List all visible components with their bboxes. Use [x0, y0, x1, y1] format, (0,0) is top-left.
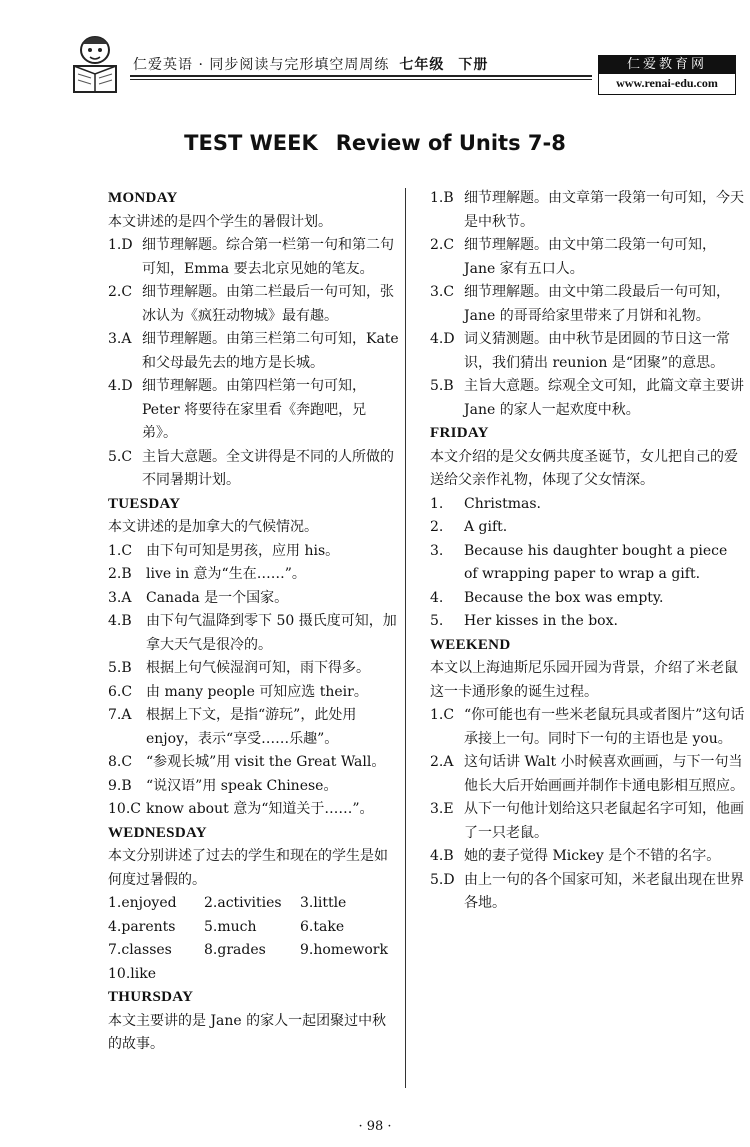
answer-number: 3.A — [108, 331, 132, 347]
thursday-intro: 本文主要讲的是 Jane 的家人一起团聚过中秋的故事。 — [108, 1012, 387, 1052]
answer-number: 4. — [430, 589, 444, 606]
word-answer: 8.grades — [204, 942, 266, 958]
answer-explanation: 词义猜测题。由中秋节是团圆的节日这一常识，我们猜出 reunion 是“团聚”的意思。 — [464, 331, 730, 371]
wednesday-heading: WEDNESDAY — [108, 824, 207, 841]
answer-explanation: 细节理解题。由文章第一段第一句可知，今天是中秋节。 — [464, 190, 744, 230]
answer-explanation: 细节理解题。由第二栏最后一句可知，张冰认为《疯狂动物城》最有趣。 — [142, 284, 394, 324]
answer-item — [430, 610, 745, 634]
answer-item — [108, 446, 400, 493]
answer-item — [108, 704, 400, 751]
answer-number: 5.D — [430, 871, 455, 888]
answer-number: 2. — [430, 519, 444, 535]
answer-item — [108, 563, 400, 587]
page-header — [0, 0, 750, 110]
weekend-heading: WEEKEND — [430, 636, 511, 653]
tuesday-heading: TUESDAY — [108, 495, 181, 512]
answer-explanation: 主旨大意题。全文讲得是不同的人所做的不同暑期计划。 — [142, 448, 394, 488]
answer-item — [430, 540, 745, 587]
title-review: Review of Units 7-8 — [335, 131, 566, 155]
answer-number: 9.B — [108, 777, 132, 794]
brand-url: www.renai-edu.com — [616, 76, 718, 90]
word-answer: 9.homework — [300, 942, 388, 958]
brand-name: 仁爱教育网 — [599, 56, 735, 74]
answer-number: 4.D — [430, 331, 455, 347]
answer-number: 4.B — [108, 613, 132, 629]
answer-explanation: A gift. — [464, 519, 508, 535]
answer-number: 1.B — [430, 190, 454, 206]
page-title — [0, 131, 750, 155]
right-column — [430, 187, 745, 916]
answer-explanation: Her kisses in the box. — [464, 613, 618, 629]
answer-explanation: Because the box was empty. — [464, 589, 664, 606]
answer-explanation: “参观长城”用 visit the Great Wall。 — [146, 754, 386, 770]
word-answer: 6.take — [300, 918, 345, 935]
answer-number: 1.C — [430, 707, 455, 723]
answer-item — [430, 516, 745, 540]
answer-explanation: “你可能也有一些米老鼠玩具或者图片”这句话承接上一句。同时下一句的主语也是 you。 — [464, 707, 745, 747]
answer-explanation: 细节理解题。由第四栏第一句可知，Peter 将要待在家里看《奔跑吧，兄弟》。 — [142, 378, 367, 441]
answer-item — [108, 234, 400, 281]
answer-number: 8.C — [108, 754, 133, 770]
thursday-heading: THURSDAY — [108, 989, 194, 1005]
word-answer: 1.enjoyed — [108, 895, 177, 911]
answer-item — [108, 681, 400, 705]
brand-box — [598, 55, 736, 95]
reading-mascot-icon — [62, 30, 128, 96]
answer-explanation: 细节理解题。由文中第二段最后一句可知，Jane 的哥哥给家里带来了月饼和礼物。 — [464, 284, 730, 324]
answer-item — [430, 234, 745, 281]
answer-explanation: 由下句气温降到零下 50 摄氏度可知，加拿大天气是很冷的。 — [146, 613, 397, 653]
volume-label: 下册 — [458, 57, 489, 73]
answer-explanation: 由上一句的各个国家可知，米老鼠出现在世界各地。 — [464, 871, 744, 911]
answer-item — [430, 845, 745, 869]
left-column — [108, 187, 400, 1057]
monday-heading: MONDAY — [108, 190, 178, 206]
answer-item — [108, 540, 400, 564]
answer-item — [108, 657, 400, 681]
answer-item — [108, 587, 400, 611]
page-number: · 98 · — [358, 1119, 392, 1134]
answer-number: 1.C — [108, 542, 133, 559]
answer-number: 7.A — [108, 707, 132, 723]
answer-item — [108, 751, 400, 775]
answer-item — [430, 704, 745, 751]
answer-number: 2.B — [108, 566, 132, 582]
answer-explanation: 由下句可知是男孩，应用 his。 — [146, 542, 340, 559]
answer-number: 2.C — [430, 237, 455, 253]
grade-label: 七年级 — [399, 57, 445, 73]
answer-explanation: Christmas. — [464, 495, 541, 512]
word-answer: 2.activities — [204, 895, 282, 911]
word-answer: 10.like — [108, 965, 156, 982]
answer-explanation: know about 意为“知道关于……”。 — [146, 801, 374, 817]
answer-number: 5.B — [430, 378, 454, 394]
answer-item — [430, 281, 745, 328]
answer-item — [108, 775, 400, 799]
answer-number: 5.B — [108, 660, 132, 676]
word-answer: 5.much — [204, 918, 257, 935]
answer-number: 10.C — [108, 801, 141, 817]
answer-number: 3.C — [430, 284, 455, 300]
tuesday-intro: 本文讲述的是加拿大的气候情况。 — [108, 519, 318, 535]
answer-item — [108, 375, 400, 446]
answer-explanation: 根据上下文，是指“游玩”，此处用 enjoy，表示“享受……乐趣”。 — [146, 707, 357, 747]
answer-explanation: 由 many people 可知应选 their。 — [146, 683, 368, 700]
answer-explanation: “说汉语”用 speak Chinese。 — [146, 777, 338, 794]
word-answer: 4.parents — [108, 918, 176, 935]
header-rule — [130, 75, 592, 77]
answer-explanation: 细节理解题。由第三栏第二句可知，Kate 和父母最先去的地方是长城。 — [142, 331, 399, 371]
answer-number: 4.D — [108, 378, 133, 394]
answer-item — [430, 493, 745, 517]
answer-explanation: Because his daughter bought a piece of wrapping paper to wrap a gift. — [464, 542, 728, 582]
weekend-intro: 本文以上海迪斯尼乐园开园为背景，介绍了米老鼠这一卡通形象的诞生过程。 — [430, 660, 738, 700]
answer-number: 1. — [430, 495, 444, 512]
answer-item — [430, 751, 745, 798]
answer-number: 1.D — [108, 237, 133, 253]
answer-explanation: 这句话讲 Walt 小时候喜欢画画，与下一句当他长大后开始画画并制作卡通电影相互照应。 — [464, 754, 744, 794]
header-rule-thin — [130, 79, 592, 80]
answer-explanation: 她的妻子觉得 Mickey 是个不错的名字。 — [464, 848, 721, 864]
answer-item — [108, 610, 400, 657]
answer-number: 3.E — [430, 801, 454, 817]
series-title — [133, 54, 488, 74]
title-test-week: TEST WEEK — [184, 131, 318, 155]
answer-number: 3.A — [108, 589, 132, 606]
answer-number: 4.B — [430, 848, 454, 864]
answer-item — [108, 328, 400, 375]
answer-item — [430, 187, 745, 234]
answer-item — [108, 281, 400, 328]
answer-item — [430, 375, 745, 422]
answer-number: 3. — [430, 542, 444, 559]
answer-number: 5.C — [108, 448, 133, 465]
answer-explanation: 根据上句气候湿润可知，雨下得多。 — [146, 660, 370, 676]
answer-explanation: 主旨大意题。综观全文可知，此篇文章主要讲 Jane 的家人一起欢度中秋。 — [464, 378, 744, 418]
answer-item — [430, 798, 745, 845]
word-answer: 7.classes — [108, 942, 172, 958]
friday-heading: FRIDAY — [430, 425, 489, 441]
answer-explanation: live in 意为“生在……”。 — [146, 566, 306, 582]
answer-explanation: Canada 是一个国家。 — [146, 589, 289, 606]
answer-explanation: 从下一句他计划给这只老鼠起名字可知，他画了一只老鼠。 — [464, 801, 744, 841]
answer-item — [108, 798, 400, 822]
series-name: 仁爱英语 · 同步阅读与完形填空周周练 — [133, 57, 390, 73]
answer-number: 5. — [430, 613, 444, 629]
answer-item — [430, 328, 745, 375]
wednesday-answers — [108, 892, 400, 986]
answer-explanation: 细节理解题。综合第一栏第一句和第二句可知，Emma 要去北京见她的笔友。 — [142, 237, 394, 277]
monday-intro: 本文讲述的是四个学生的暑假计划。 — [108, 213, 332, 230]
friday-intro: 本文介绍的是父女俩共度圣诞节，女儿把自己的爱送给父亲作礼物，体现了父女情深。 — [430, 448, 738, 488]
answer-explanation: 细节理解题。由文中第二段第一句可知，Jane 家有五口人。 — [464, 237, 716, 277]
answer-item — [430, 587, 745, 611]
answer-number: 6.C — [108, 683, 133, 700]
wednesday-intro: 本文分别讲述了过去的学生和现在的学生是如何度过暑假的。 — [108, 848, 388, 888]
word-answer: 3.little — [300, 895, 347, 911]
answer-number: 2.A — [430, 754, 454, 770]
answer-number: 2.C — [108, 284, 133, 300]
answer-item — [430, 869, 745, 916]
column-divider — [405, 188, 406, 1088]
